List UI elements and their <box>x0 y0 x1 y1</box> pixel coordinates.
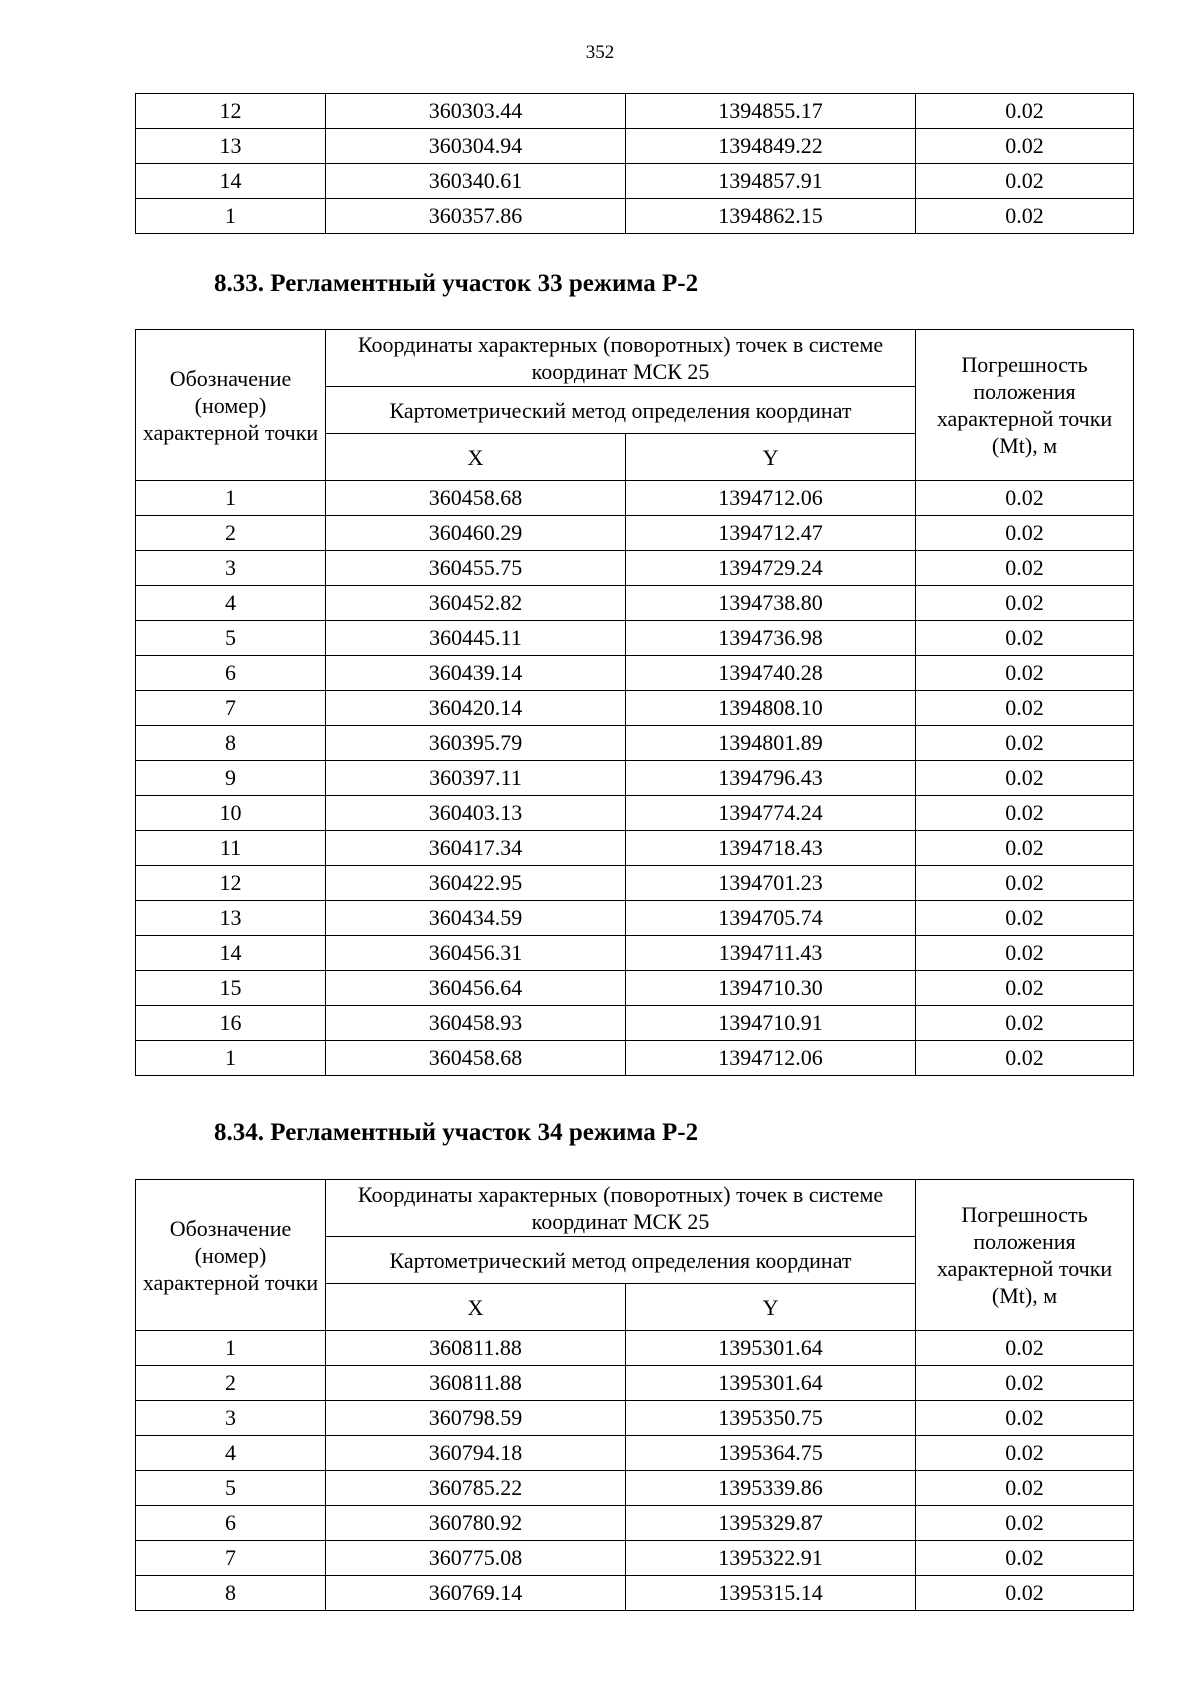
x-coordinate-cell: 360456.31 <box>326 936 626 971</box>
header-error: Погрешность положения характерной точки (Mt), м <box>916 330 1134 481</box>
x-coordinate-cell: 360780.92 <box>326 1506 626 1541</box>
point-number-cell: 6 <box>136 1506 326 1541</box>
header-y: Y <box>626 1284 916 1331</box>
x-coordinate-cell: 360395.79 <box>326 726 626 761</box>
header-x: X <box>326 434 626 481</box>
table-row <box>136 1366 1134 1401</box>
error-cell: 0.02 <box>916 199 1134 234</box>
point-number-cell: 12 <box>136 94 326 129</box>
y-coordinate-cell: 1394729.24 <box>626 551 916 586</box>
y-coordinate-cell: 1395364.75 <box>626 1436 916 1471</box>
x-coordinate-cell: 360434.59 <box>326 901 626 936</box>
x-coordinate-cell: 360357.86 <box>326 199 626 234</box>
point-number-cell: 10 <box>136 796 326 831</box>
error-cell: 0.02 <box>916 1366 1134 1401</box>
table-row <box>136 796 1134 831</box>
table-row <box>136 1576 1134 1611</box>
point-number-cell: 9 <box>136 761 326 796</box>
x-coordinate-cell: 360422.95 <box>326 866 626 901</box>
header-coords-group: Координаты характерных (поворотных) точек в системе координат МСК 25 <box>326 330 916 387</box>
x-coordinate-cell: 360445.11 <box>326 621 626 656</box>
table-row <box>136 761 1134 796</box>
coordinates-table-34 <box>135 1179 1134 1611</box>
header-designation: Обозначение (номер) характерной точки <box>136 330 326 481</box>
y-coordinate-cell: 1395350.75 <box>626 1401 916 1436</box>
point-number-cell: 2 <box>136 516 326 551</box>
point-number-cell: 1 <box>136 481 326 516</box>
coordinates-table-33 <box>135 329 1134 1076</box>
error-cell: 0.02 <box>916 1006 1134 1041</box>
y-coordinate-cell: 1394740.28 <box>626 656 916 691</box>
table-row <box>136 1331 1134 1366</box>
header-coords-group: Координаты характерных (поворотных) точек в системе координат МСК 25 <box>326 1180 916 1237</box>
error-cell: 0.02 <box>916 1506 1134 1541</box>
y-coordinate-cell: 1394712.06 <box>626 481 916 516</box>
x-coordinate-cell: 360798.59 <box>326 1401 626 1436</box>
y-coordinate-cell: 1394808.10 <box>626 691 916 726</box>
point-number-cell: 7 <box>136 1541 326 1576</box>
y-coordinate-cell: 1394718.43 <box>626 831 916 866</box>
error-cell: 0.02 <box>916 621 1134 656</box>
point-number-cell: 8 <box>136 1576 326 1611</box>
y-coordinate-cell: 1394711.43 <box>626 936 916 971</box>
page-number: 352 <box>585 42 615 63</box>
table-row <box>136 1436 1134 1471</box>
point-number-cell: 11 <box>136 831 326 866</box>
point-number-cell: 3 <box>136 551 326 586</box>
y-coordinate-cell: 1395301.64 <box>626 1331 916 1366</box>
error-cell: 0.02 <box>916 726 1134 761</box>
x-coordinate-cell: 360439.14 <box>326 656 626 691</box>
table-row <box>136 901 1134 936</box>
table-row <box>136 1401 1134 1436</box>
y-coordinate-cell: 1394849.22 <box>626 129 916 164</box>
table-row <box>136 94 1134 129</box>
error-cell: 0.02 <box>916 936 1134 971</box>
y-coordinate-cell: 1394705.74 <box>626 901 916 936</box>
y-coordinate-cell: 1394774.24 <box>626 796 916 831</box>
x-coordinate-cell: 360458.93 <box>326 1006 626 1041</box>
point-number-cell: 16 <box>136 1006 326 1041</box>
table-row <box>136 1041 1134 1076</box>
x-coordinate-cell: 360304.94 <box>326 129 626 164</box>
error-cell: 0.02 <box>916 586 1134 621</box>
header-method: Картометрический метод определения координат <box>326 1237 916 1284</box>
point-number-cell: 4 <box>136 586 326 621</box>
y-coordinate-cell: 1394712.06 <box>626 1041 916 1076</box>
x-coordinate-cell: 360455.75 <box>326 551 626 586</box>
table-row <box>136 551 1134 586</box>
table-row <box>136 1471 1134 1506</box>
table-row <box>136 516 1134 551</box>
y-coordinate-cell: 1394701.23 <box>626 866 916 901</box>
section-title-34: 8.34. Регламентный участок 34 режима Р-2 <box>214 1119 699 1146</box>
table-row <box>136 481 1134 516</box>
table-row <box>136 936 1134 971</box>
x-coordinate-cell: 360811.88 <box>326 1366 626 1401</box>
y-coordinate-cell: 1395315.14 <box>626 1576 916 1611</box>
x-coordinate-cell: 360303.44 <box>326 94 626 129</box>
x-coordinate-cell: 360417.34 <box>326 831 626 866</box>
error-cell: 0.02 <box>916 1436 1134 1471</box>
error-cell: 0.02 <box>916 129 1134 164</box>
table-row <box>136 691 1134 726</box>
point-number-cell: 7 <box>136 691 326 726</box>
y-coordinate-cell: 1395339.86 <box>626 1471 916 1506</box>
point-number-cell: 14 <box>136 164 326 199</box>
point-number-cell: 5 <box>136 1471 326 1506</box>
error-cell: 0.02 <box>916 656 1134 691</box>
coordinates-table-continued <box>135 93 1134 234</box>
point-number-cell: 1 <box>136 199 326 234</box>
error-cell: 0.02 <box>916 866 1134 901</box>
table-row <box>136 199 1134 234</box>
header-error: Погрешность положения характерной точки (Mt), м <box>916 1180 1134 1331</box>
error-cell: 0.02 <box>916 94 1134 129</box>
error-cell: 0.02 <box>916 1541 1134 1576</box>
table-row <box>136 129 1134 164</box>
point-number-cell: 12 <box>136 866 326 901</box>
point-number-cell: 4 <box>136 1436 326 1471</box>
x-coordinate-cell: 360458.68 <box>326 1041 626 1076</box>
x-coordinate-cell: 360340.61 <box>326 164 626 199</box>
error-cell: 0.02 <box>916 516 1134 551</box>
point-number-cell: 14 <box>136 936 326 971</box>
point-number-cell: 3 <box>136 1401 326 1436</box>
point-number-cell: 5 <box>136 621 326 656</box>
header-designation: Обозначение (номер) характерной точки <box>136 1180 326 1331</box>
y-coordinate-cell: 1394857.91 <box>626 164 916 199</box>
y-coordinate-cell: 1394862.15 <box>626 199 916 234</box>
y-coordinate-cell: 1394801.89 <box>626 726 916 761</box>
table-row <box>136 586 1134 621</box>
point-number-cell: 15 <box>136 971 326 1006</box>
header-method: Картометрический метод определения координат <box>326 387 916 434</box>
error-cell: 0.02 <box>916 971 1134 1006</box>
x-coordinate-cell: 360452.82 <box>326 586 626 621</box>
y-coordinate-cell: 1394710.91 <box>626 1006 916 1041</box>
x-coordinate-cell: 360460.29 <box>326 516 626 551</box>
point-number-cell: 2 <box>136 1366 326 1401</box>
point-number-cell: 8 <box>136 726 326 761</box>
error-cell: 0.02 <box>916 1576 1134 1611</box>
table-row <box>136 1006 1134 1041</box>
error-cell: 0.02 <box>916 1471 1134 1506</box>
x-coordinate-cell: 360811.88 <box>326 1331 626 1366</box>
error-cell: 0.02 <box>916 901 1134 936</box>
error-cell: 0.02 <box>916 1041 1134 1076</box>
table-row <box>136 971 1134 1006</box>
x-coordinate-cell: 360775.08 <box>326 1541 626 1576</box>
error-cell: 0.02 <box>916 551 1134 586</box>
point-number-cell: 1 <box>136 1331 326 1366</box>
error-cell: 0.02 <box>916 831 1134 866</box>
table-row <box>136 1506 1134 1541</box>
x-coordinate-cell: 360420.14 <box>326 691 626 726</box>
table-row <box>136 1541 1134 1576</box>
y-coordinate-cell: 1395322.91 <box>626 1541 916 1576</box>
error-cell: 0.02 <box>916 481 1134 516</box>
error-cell: 0.02 <box>916 761 1134 796</box>
point-number-cell: 6 <box>136 656 326 691</box>
x-coordinate-cell: 360456.64 <box>326 971 626 1006</box>
x-coordinate-cell: 360785.22 <box>326 1471 626 1506</box>
x-coordinate-cell: 360769.14 <box>326 1576 626 1611</box>
table-row <box>136 831 1134 866</box>
error-cell: 0.02 <box>916 796 1134 831</box>
table-row <box>136 726 1134 761</box>
y-coordinate-cell: 1394712.47 <box>626 516 916 551</box>
x-coordinate-cell: 360458.68 <box>326 481 626 516</box>
y-coordinate-cell: 1395329.87 <box>626 1506 916 1541</box>
y-coordinate-cell: 1394855.17 <box>626 94 916 129</box>
error-cell: 0.02 <box>916 1331 1134 1366</box>
x-coordinate-cell: 360403.13 <box>326 796 626 831</box>
point-number-cell: 13 <box>136 901 326 936</box>
y-coordinate-cell: 1394796.43 <box>626 761 916 796</box>
y-coordinate-cell: 1394710.30 <box>626 971 916 1006</box>
point-number-cell: 1 <box>136 1041 326 1076</box>
section-title-33: 8.33. Регламентный участок 33 режима Р-2 <box>214 270 699 297</box>
header-x: X <box>326 1284 626 1331</box>
error-cell: 0.02 <box>916 164 1134 199</box>
table-row <box>136 164 1134 199</box>
y-coordinate-cell: 1394738.80 <box>626 586 916 621</box>
table-row <box>136 656 1134 691</box>
x-coordinate-cell: 360794.18 <box>326 1436 626 1471</box>
error-cell: 0.02 <box>916 1401 1134 1436</box>
y-coordinate-cell: 1395301.64 <box>626 1366 916 1401</box>
x-coordinate-cell: 360397.11 <box>326 761 626 796</box>
table-row <box>136 621 1134 656</box>
header-y: Y <box>626 434 916 481</box>
y-coordinate-cell: 1394736.98 <box>626 621 916 656</box>
table-row <box>136 866 1134 901</box>
point-number-cell: 13 <box>136 129 326 164</box>
error-cell: 0.02 <box>916 691 1134 726</box>
